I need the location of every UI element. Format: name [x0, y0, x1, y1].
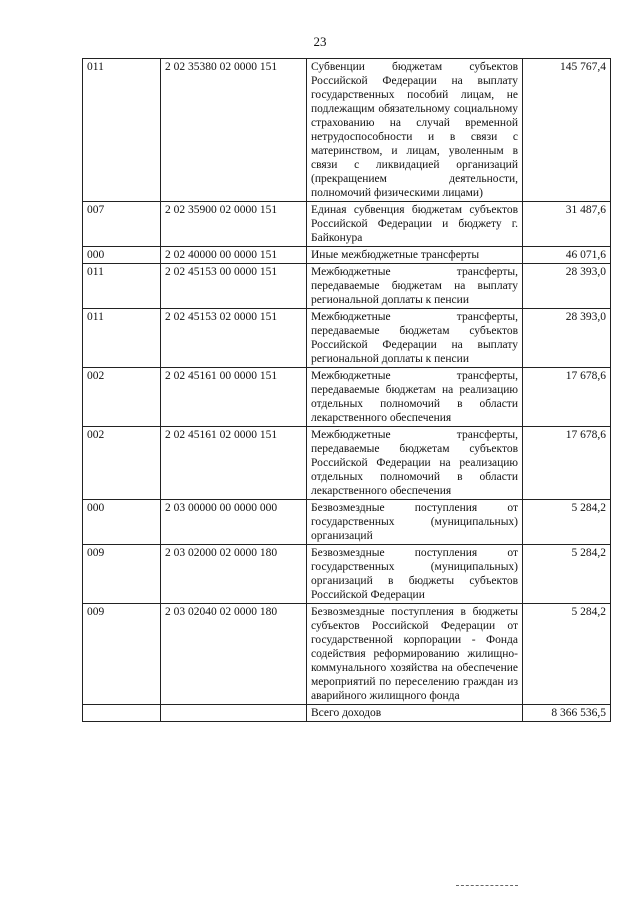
budget-code-cell: 2 03 02040 02 0000 180 — [161, 604, 307, 705]
revenue-name-cell: Межбюджетные трансферты, передаваемые бюджетам на выплату региональной доплаты к пенсии — [307, 264, 523, 309]
revenue-name-cell: Субвенции бюджетам субъектов Российской Федерации на выплату государственных пособий лицам, не подлежащим обязательному социальному страхованию на случай временной нетрудоспособности и в связи с материнством, и лицам, уволенным в связи с ликвидацией организаций (прекращением деятельности, полномочий физическими лицами) — [307, 59, 523, 202]
budget-code-cell: 2 02 35900 02 0000 151 — [161, 202, 307, 247]
budget-code-cell: 2 02 45153 02 0000 151 — [161, 309, 307, 368]
admin-code-cell: 011 — [83, 309, 161, 368]
table-row — [83, 368, 611, 427]
admin-code-cell — [83, 705, 161, 722]
budget-code-cell: 2 03 00000 00 0000 000 — [161, 500, 307, 545]
amount-cell: 28 393,0 — [523, 264, 611, 309]
budget-code-cell: 2 02 45153 00 0000 151 — [161, 264, 307, 309]
admin-code-cell: 002 — [83, 427, 161, 500]
table-row — [83, 59, 611, 202]
budget-code-cell: 2 02 45161 00 0000 151 — [161, 368, 307, 427]
revenue-name-cell: Единая субвенция бюджетам субъектов Российской Федерации и бюджету г. Байконура — [307, 202, 523, 247]
revenue-name-cell: Безвозмездные поступления от государственных (муниципальных) организаций в бюджеты субъектов Российской Федерации — [307, 545, 523, 604]
admin-code-cell: 000 — [83, 500, 161, 545]
budget-code-cell: 2 02 40000 00 0000 151 — [161, 247, 307, 264]
amount-cell: 145 767,4 — [523, 59, 611, 202]
table-row — [83, 427, 611, 500]
revenue-name-cell: Межбюджетные трансферты, передаваемые бюджетам на реализацию отдельных полномочий в области лекарственного обеспечения — [307, 368, 523, 427]
revenue-name-cell: Иные межбюджетные трансферты — [307, 247, 523, 264]
budget-code-cell: 2 03 02000 02 0000 180 — [161, 545, 307, 604]
admin-code-cell: 000 — [83, 247, 161, 264]
admin-code-cell: 009 — [83, 545, 161, 604]
admin-code-cell: 002 — [83, 368, 161, 427]
amount-cell: 5 284,2 — [523, 545, 611, 604]
revenue-name-cell: Безвозмездные поступления в бюджеты субъектов Российской Федерации от государственной корпорации - Фонда содействия реформированию жилищно-коммунального хозяйства на обеспечение мероприятий по переселению граждан из аварийного жилищного фонда — [307, 604, 523, 705]
revenue-name-cell: Безвозмездные поступления от государственных (муниципальных) организаций — [307, 500, 523, 545]
revenue-table-body — [83, 59, 611, 722]
budget-code-cell: 2 02 45161 02 0000 151 — [161, 427, 307, 500]
amount-cell: 17 678,6 — [523, 427, 611, 500]
table-row — [83, 604, 611, 705]
admin-code-cell: 009 — [83, 604, 161, 705]
total-label-cell: Всего доходов — [307, 705, 523, 722]
revenue-name-cell: Межбюджетные трансферты, передаваемые бюджетам субъектов Российской Федерации на выплату региональной доплаты к пенсии — [307, 309, 523, 368]
admin-code-cell: 011 — [83, 59, 161, 202]
total-amount-cell: 8 366 536,5 — [523, 705, 611, 722]
amount-cell: 31 487,6 — [523, 202, 611, 247]
amount-cell: 5 284,2 — [523, 500, 611, 545]
table-row — [83, 500, 611, 545]
amount-cell: 5 284,2 — [523, 604, 611, 705]
amount-cell: 46 071,6 — [523, 247, 611, 264]
table-row — [83, 264, 611, 309]
budget-code-cell: 2 02 35380 02 0000 151 — [161, 59, 307, 202]
revenue-table — [82, 58, 611, 722]
table-row — [83, 247, 611, 264]
admin-code-cell: 007 — [83, 202, 161, 247]
admin-code-cell: 011 — [83, 264, 161, 309]
footer-divider — [456, 885, 518, 886]
amount-cell: 17 678,6 — [523, 368, 611, 427]
revenue-name-cell: Межбюджетные трансферты, передаваемые бюджетам субъектов Российской Федерации на реализацию отдельных полномочий в области лекарственного обеспечения — [307, 427, 523, 500]
table-row — [83, 309, 611, 368]
page-number: 23 — [313, 34, 327, 49]
total-row — [83, 705, 611, 722]
amount-cell: 28 393,0 — [523, 309, 611, 368]
table-row — [83, 545, 611, 604]
budget-code-cell — [161, 705, 307, 722]
table-row — [83, 202, 611, 247]
